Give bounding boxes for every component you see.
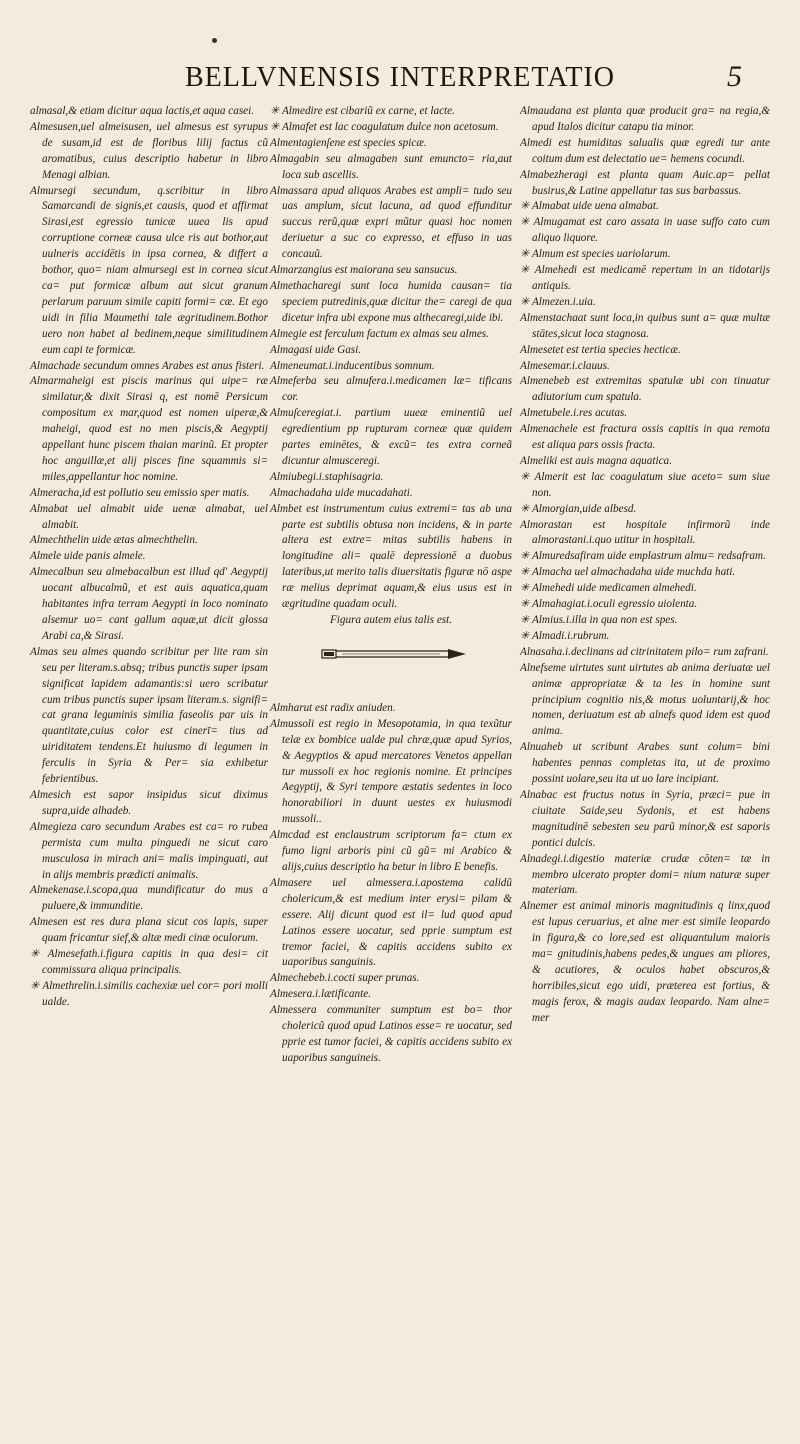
glossary-entry: Almechebeb.i.cocti super prunas. <box>270 972 420 985</box>
page-header <box>40 62 760 102</box>
glossary-entry: Almachadaha uide mucadahati. <box>270 486 413 499</box>
glossary-entry: Almesera.i.lætificante. <box>270 988 371 1001</box>
glossary-entry: Almesemar.i.clauus. <box>520 359 610 372</box>
glossary-entry: Almassara apud aliquos Arabes est ampli= tudo seu uas amplum, sicut lacuna, ad quod effunditur succus rerũ,quæ expri mũtur quasi hoc nomen deriuetur a suc co expresso, et effuso in uas concauũ. <box>270 184 512 261</box>
glossary-entry: Almasere uel almessera.i.apostema calidũ cholericum,& est medium inter erysi= pilam & essere. Alij dicunt quod est il= lud quod apud Latinos essere uocatur, sed pprie sumptum est tremor faciei, & capitis accidens subito ex uaporibus sanguinis. <box>270 876 512 969</box>
glossary-entry: Almentagienſene est species spicæ. <box>270 136 427 149</box>
glossary-entry: Almarmaheigi est piscis marinus qui uipe= ræ similatur,& dixit Sirasi q, est nomē Persicum compositum ex mar,quod est nomen uiperæ,& maheigi, quod est no men piscis,& Aegyptij appellant hunc piscem thaian marinũ. Et propter hoc anguillæ,et alij pisces fine squammis si= miles,appellantur hoc nomine. <box>30 375 268 483</box>
glossary-entry: Almegieza caro secundum Arabes est ca= ro rubea permista cum multa pinguedi ne sicut caro musculosa in mirach ani= malis impinguati, aut in alijs membris prædicti animalis. <box>30 820 268 881</box>
glossary-entry: Almursegi secundum, q.scribitur in libro Samarcandi de signis,et causis, quod et affirmat Sirasi,est egressio tunicæ uuea lis apud corruptione corneæ causa ulce ris aut bothor,aut uulneris accidētis in ipsa cornea, & differt a bothor, quo= niam almursegi est in cornea sicut ca= put formicæ album aut sicut granum perlarum paruum simile capiti formi= cæ. Et ego uidi in filia Maumethi tale ægritudinem.Bothor uero non habet al bedinem,neque similitudinem eum capi te formicæ. <box>30 184 268 356</box>
glossary-entry: ✳ Almugamat est caro assata in uase suffo cato cum aliquo liquore. <box>520 216 770 245</box>
glossary-entry: Alnemer est animal minoris magnitudinis q linx,quod est lupus ceruarius, et alne mer est simile leopardo in figura,& co lore,sed est aliquantulum maioris ma= gnitudinis,habens pedes,& ungues am pliores, & acutiores, & oculos habet obscuros,& horribiles,sicut ego uidi, præterea est fortius, & magis ferox, & magis audax leopardo. Nam alne= mer <box>520 900 770 1024</box>
glossary-entry: Alnabac est fructus notus in Syria, præci= pue in ciuitate Saide,seu Sydonis, et est habens magnitudinē sebesten seu parũ minor,& est saporis pontici dulcis. <box>520 788 770 849</box>
glossary-entry: ✳ Almesefath.i.figura capitis in qua desi= cit commissura aliqua principalis. <box>30 948 268 976</box>
glossary-entry: Almas seu almes quando scribitur per lite ram sin seu per literam.s.absq; tribus punctis super ipsam significat lapidem adamantis:si uero scribatur cum tribus punctis super ipsam literam.s. signifi= cat grana leguminis similia faseolis par uis in quantitate,cuius color est cinerī= tius ad uiriditatem tendens.Et huiusmo di legumen in ferculis in Syria & Per= sia exhibetur febrientibus. <box>30 645 268 786</box>
glossary-entry: Almesetet est tertia species hecticæ. <box>520 343 681 356</box>
glossary-entry: Almedi est humiditas salualis quæ egredi tur ante coitum dum est delectatio ue= hemens cocundi. <box>520 136 770 165</box>
glossary-entry: Almuſceregiat.i. partium uueæ eminentiũ uel egredientium pp rupturam corneæ quæ quidem partes eminētes, & excũ= tes extra corneã dicuntur almusceregi. <box>270 407 512 467</box>
glossary-entry: ✳ Almehedi uide medicamen almehedi. <box>520 582 697 595</box>
page-number: 5 <box>727 60 742 93</box>
glossary-entry: Almabezheragi est planta quam Auic.ap= pellat busirus,& Latine appellatur tas sus barbassus. <box>520 168 770 197</box>
glossary-entry: Almcdad est enclaustrum scriptorum fa= ctum ex fumo ligni arboris pini cũ gũ= mi Arabico & alijs,cuius descriptio ha betur in libro E benefis. <box>270 829 512 873</box>
glossary-entry: ✳ Almum est species uariolarum. <box>520 248 671 261</box>
glossary-entry: ✳ Almahagiat.i.oculi egressio uiolenta. <box>520 598 698 611</box>
glossary-entry: ✳ Almacha uel almachadaha uide muchda hati. <box>520 566 736 579</box>
figure-caption: Figura autem eius talis est. <box>329 614 453 626</box>
glossary-entry: Alnefseme uirtutes sunt uirtutes ab anima deriuatæ uel animæ appropriatæ & ta les in homine sunt principium cognitio nis,& motus uoluntarij,& hoc nomen, deriuatum est ab alnefs quod idem est quod anima. <box>520 661 770 738</box>
glossary-entry: Almenstachaat sunt loca,in quibus sunt a= quæ multæ stātes,sicut loca stagnosa. <box>520 311 770 340</box>
column-right <box>520 104 770 1027</box>
glossary-entry: ✳ Almorgian,uide albesd. <box>520 502 637 515</box>
glossary-entry: Almagasi uide Gasi. <box>270 343 362 356</box>
glossary-entry: Almegie est ferculum factum ex almas seu almes. <box>270 327 489 340</box>
glossary-entry: Almesen est res dura plana sicut cos lapis, super quam fricantur sief,& altæ medi cinæ oculorum. <box>30 916 268 945</box>
column-middle <box>270 104 512 1067</box>
glossary-entry: Almorastan est hospitale infirmorũ inde almorastani.i.quo utitur in hospitali. <box>520 518 770 547</box>
glossary-entry: ✳ Almethrelin.i.similis cachexiæ uel cor= pori molli ualde. <box>30 979 268 1008</box>
glossary-entry: ✳ Almius.i.illa in qua non est spes. <box>520 614 678 626</box>
glossary-entry: Almesich est sapor insipidus sicut diximus supra,uide alhadeb. <box>30 788 268 817</box>
glossary-entry: Almele uide panis almele. <box>30 550 146 563</box>
glossary-entry: Almeliki est auis magna aquatica. <box>520 454 672 467</box>
glossary-entry: Almarzangius est maiorana seu sansucus. <box>270 264 458 277</box>
glossary-entry: Almekenase.i.scopa,qua mundificatur do mus a puluere,& immunditie. <box>30 884 268 913</box>
glossary-entry: Almussoli est regio in Mesopotamia, in qua texũtur telæ ex bombice ualde pul chræ,quæ apud Syrios, & Aegyptios & apud mercatores Venetos appellan tur mussoli ex hoc regionis nomine. Et principes Aegyptij, & Syri tempore æstatis sedentes in loco honorabiliori in duunt uestes ex huiusmodi mussoli.. <box>270 717 512 826</box>
glossary-entry: almasal,& etiam dicitur aqua lactis,et aqua casei. <box>30 105 255 117</box>
glossary-entry: Almeracha,id est pollutio seu emissio sper matis. <box>30 486 250 499</box>
instrument-illustration <box>320 645 470 663</box>
glossary-entry: Almenachele est fractura ossis capitis in qua remota est aliqua pars ossis fracta. <box>520 423 770 452</box>
glossary-entry: Almethacharegi sunt loca humida causan= tia speciem putredinis,quæ dicitur the= caregi de qua dicetur infra ubi expone mus althecaregi,uide ibi. <box>270 279 512 324</box>
glossary-entry: Almeneumat.i.inducentibus somnum. <box>270 359 435 372</box>
glossary-entry: ✳ Almezen.i.uia. <box>520 295 596 308</box>
column-left <box>30 104 268 1011</box>
glossary-entry: Almetubele.i.res acutas. <box>520 407 628 420</box>
glossary-entry: Almenebeb est extremitas spatulæ ubi con tinuatur adiutorium cum spatula. <box>520 375 770 404</box>
glossary-entry: Almeferba seu almufera.i.medicamen læ= tificans cor. <box>270 375 512 404</box>
glossary-entry: Almabat uel almabit uide uenæ almabat, uel almabit. <box>30 502 268 531</box>
glossary-entry: Almecalbun seu almebacalbun est illud qd' Aegyptij uocant albucalmũ, et est auis aquatica,quam habitantes infra terram Aegypti in loco nominato alsemur uo= cant gallum aquæ,ut dicit glossa Arabi ca,& Sirasi. <box>30 566 268 642</box>
ink-dot <box>212 38 217 43</box>
glossary-entry: Almiubegi.i.staphisagria. <box>270 470 384 483</box>
glossary-entry: Alnasaha.i.declinans ad citrinitatem pilo= rum zafrani. <box>520 645 769 658</box>
glossary-entry: ✳ Almuredsafiram uide emplastrum almu= redsafram. <box>520 550 766 563</box>
glossary-entry: Almharut est radix aniuden. <box>270 701 396 714</box>
glossary-entry: ✳ Almehedi est medicamē repertum in an tidotarijs antiquis. <box>520 264 770 292</box>
glossary-entry: Almechthelin uide ætas almechthelin. <box>30 534 198 547</box>
glossary-entry: Almesusen,uel almeisusen, uel almesus est syrupus de susam,id est de floribus lilij factus cũ aromatibus, cuius descriptio habetur in libro Menagi albian. <box>30 120 268 181</box>
glossary-entry: Almaudana est planta quæ producit gra= na regia,& apud Italos dicitur catapu tia minor. <box>520 105 770 133</box>
glossary-entry: Alnuaheb ut scribunt Arabes sunt colum= bini habentes pennas completas ita, ut de proximo possint uolare,seu ita ut uo lare incipiant. <box>520 741 770 786</box>
glossary-entry: Almessera communiter sumptum est bo= thor cholericũ quod apud Latinos esse= re uocatur, sed pprie est tumor faciei, & capitis accidens subito ex uaporibus sanguineis. <box>270 1004 512 1064</box>
glossary-entry: ✳ Almerit est lac coagulatum siue aceto= sum siue non. <box>520 470 770 499</box>
glossary-entry: ✳ Almafet est lac coagulatum dulce non acetosum. <box>270 120 499 133</box>
glossary-entry: Almagabin seu almagaben sunt emuncto= ria,aut loca sub ascellis. <box>270 152 512 181</box>
glossary-entry: ✳ Almedire est cibariũ ex carne, et lacte. <box>270 105 455 117</box>
glossary-entry: ✳ Almabat uide uena almabat. <box>520 200 659 213</box>
glossary-entry: Almbet est instrumentum cuius extremi= tas ab una parte est subtilis obtusa non incidens, & in parte altera est extre= mitas subtilis habens in longitudine ali= qualē depressionē a duobus lateribus,ut merito talis diuersitatis figuræ nō aspe ræ melius deprimat aquam,& eius usus est in ægritudine quadam oculi. <box>270 502 512 611</box>
glossary-entry: ✳ Almadi.i.rubrum. <box>520 629 610 642</box>
instrument-figure <box>270 639 512 671</box>
running-title: BELLVNENSIS INTERPRETATIO <box>184 62 616 93</box>
glossary-entry: Almachade secundum omnes Arabes est anus fisteri. <box>30 359 265 372</box>
glossary-entry: Alnadegi.i.digestio materiæ crudæ cōten= tæ in membro ulcerato propter domi= nium naturæ super materiam. <box>520 852 770 897</box>
